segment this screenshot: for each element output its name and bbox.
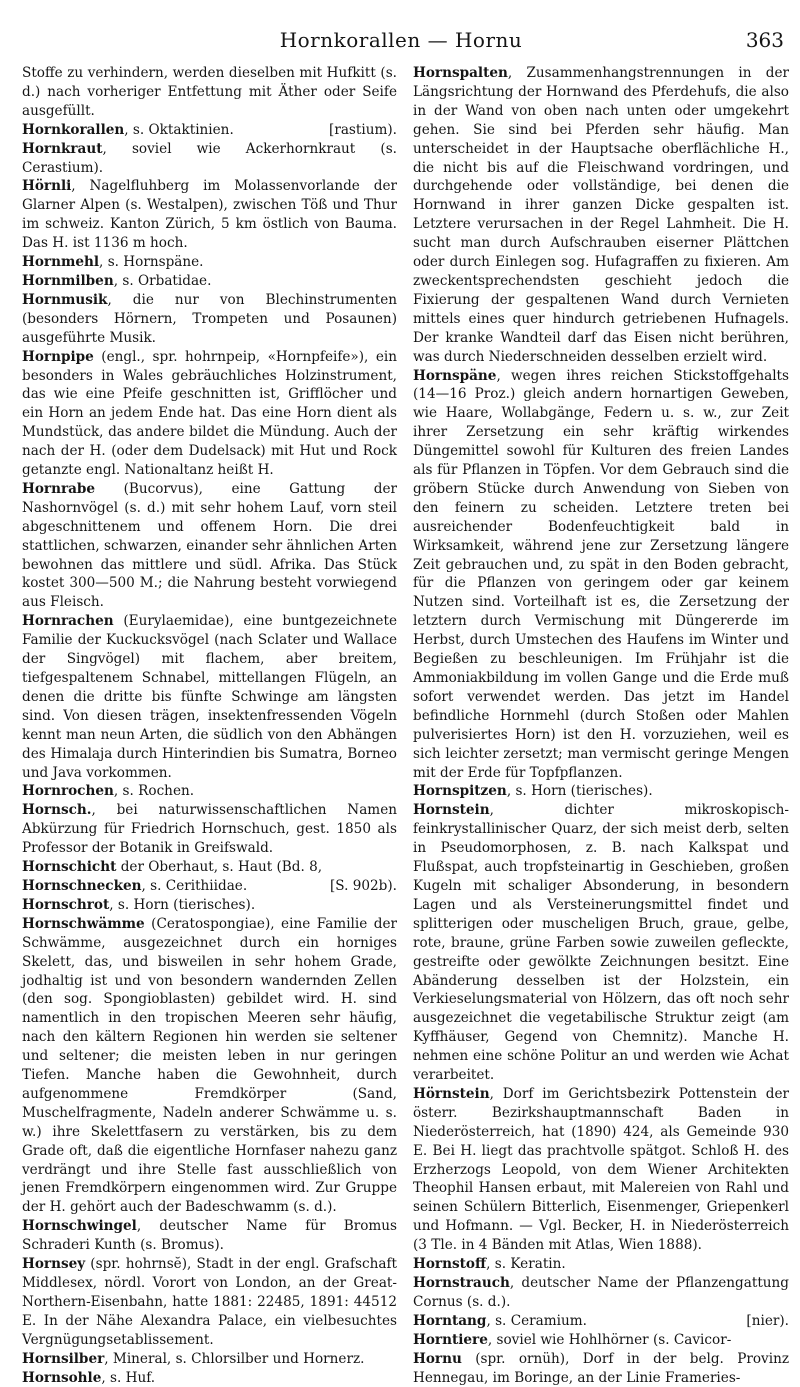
left-column	[22, 64, 397, 1386]
entry-text: , Mineral, s. Chlorsilber und Hornerz.	[104, 1350, 365, 1367]
entry-headword: Hornschicht	[22, 859, 117, 876]
entry-text: , s. Horn (tierisches).	[506, 783, 653, 800]
entry-text: , Nagelfluhberg im Molassenvorlande der Glarner Alpen (s. Westalpen), zwischen Töß und Thur im schweiz. Kanton Zürich, 5 km östlich von Bauma. Das H. ist 1136 m hoch.	[22, 178, 397, 252]
entry-text: , Zusammenhangstrennungen in der Längsrichtung der Hornwand des Pferdehufs, die also in der Wand von oben nach unten oder umgekehrt gehen. Sie sind bei Pferden sehr häufig. Man unterscheidet in der Hauptsache oberflächliche H., die nicht bis auf die Fleischwand vordringen, und durchgehende oder vollständige, bei denen die Hornwand in ihrer ganzen Dicke gespalten ist. Letztere verursachen in der Regel Lahmheit. Die H. sucht man durch Aufschrauben eiserner Plättchen oder durch Einlegen sog. Hufagraffen zu fixieren. Am zweckentsprechendsten geschieht jedoch die Fixierung der gespaltenen Wand durch Vernieten mittels eines quer hindurch getriebenen Hufnagels. Der kranke Wandteil darf das Eisen nicht berühren, was durch Niederschneiden desselben erzielt wird.	[413, 65, 789, 365]
dictionary-entry	[22, 877, 397, 896]
dictionary-entry	[413, 1255, 789, 1274]
entry-text: (spr. ornüh), Dorf in der belg. Provinz Hennegau, im Boringe, an der Linie Frameries-	[413, 1350, 789, 1386]
dictionary-entry	[22, 121, 397, 140]
entry-text: , deutscher Name der Pflanzengattung Cornus (s. d.).	[413, 1275, 789, 1310]
entry-text: (Eurylaemidae), eine buntgezeichnete Familie der Kuckucksvögel (nach Sclater und Wallace der Singvögel) mit flachem, aber breitem, tiefgespaltenem Schnabel, mittellangen Flügeln, an denen die dritte bis fünfte Schwinge am längsten sind. Von diesen trägen, insektenfressenden Vögeln kennt man neun Arten, die südlich von den Abhängen des Himalaja durch Hinterindien bis Sumatra, Borneo und Java vorkommen.	[22, 613, 397, 781]
dictionary-entry	[22, 801, 397, 858]
entry-headword: Horntang	[413, 1312, 487, 1329]
entry-text: Stoffe zu verhindern, werden dieselben mit Hufkitt (s. d.) nach vorheriger Entfettung mit Äther oder Seife ausgefüllt.	[22, 65, 397, 119]
entry-text: , s. Ceramium.	[486, 1312, 587, 1329]
entry-text: , s. Orbatidae.	[113, 272, 212, 289]
entry-text: , die nur von Blechinstrumenten (besonders Hörnern, Trompeten und Posaunen) ausgeführte Musik.	[22, 291, 397, 346]
entry-text: , Dorf im Gerichtsbezirk Pottenstein der österr. Bezirkshauptmannschaft Baden in Niederösterreich, hat (1890) 424, als Gemeinde 930 E. Bei H. liegt das prachtvolle spätgot. Schloß H. des Erzherzogs Leopold, von dem Wiener Architekten Theophil Hansen erbaut, mit Malereien von Rahl und seinen Schülern Bitterlich, Eisenmenger, Griepenkerl und Hofmann. — Vgl. Becker, H. in Niederösterreich (3 Tle. in 4 Bänden mit Atlas, Wien 1888).	[413, 1085, 789, 1254]
entry-text: (spr. hohrnsĕ), Stadt in der engl. Grafschaft Middlesex, nördl. Vorort von London, an der Great-Northern-Eisenbahn, hatte 1881: 22485, 1891: 44512 E. In der Nähe Alexandra Palace, ein vielbesuchtes Vergnügungsetablissement.	[22, 1256, 397, 1348]
dictionary-entry	[22, 348, 397, 480]
entry-headword: Hornmusik	[22, 291, 108, 308]
entry-text: , s. Keratin.	[486, 1256, 566, 1273]
entry-headword: Hornmehl	[22, 254, 100, 271]
dictionary-entry	[22, 915, 397, 1218]
dictionary-entry	[22, 64, 397, 121]
dictionary-entry	[22, 253, 397, 272]
entry-text: , s. Huf.	[101, 1369, 156, 1386]
page-number: 363	[745, 28, 784, 52]
entry-text: , s. Cerithiidae.	[141, 877, 248, 894]
dictionary-entry	[413, 782, 789, 801]
dictionary-entry	[22, 291, 397, 348]
entry-headword: Hornmilben	[22, 272, 114, 289]
entry-text: , wegen ihres reichen Stickstoffgehalts (14—16 Proz.) gleich andern hornartigen Geweben, wie Haare, Wollabgänge, Federn u. s. w., zur Zeit ihrer Zersetzung ein sehr kräftig wirkendes Düngemittel sowohl für Kulturen des freien Landes als für Pflanzen in Töpfen. Vor dem Gebrauch sind die gröbern Stücke durch Anwendung von Sieben von den feinern zu scheiden. Letztere treten bei ausreichender Bodenfeuchtigkeit bald in Wirksamkeit, während jene zur Zersetzung längere Zeit gebrauchen und, zu spät in den Boden gebracht, für die Pflanzen von geringem oder gar keinem Nutzen sind. Vorteilhaft ist es, die Zersetzung der letztern durch Vermischung mit Düngererde im Herbst, durch Umstechen des Haufens im Winter und Begießen zu beschleunigen. Im Frühjahr ist die Ammoniakbildung im vollen Gange und die Erde muß sofort verwendet werden. Das jetzt im Handel befindliche Hornmehl (durch Stoßen oder Mahlen pulverisiertes Horn) ist den H. vorzuziehen, weil es sich leichter zersetzt; man vermischt geringe Mengen mit der Erde für Topfpflanzen.	[413, 367, 789, 781]
entry-headword: Hornstoff	[413, 1256, 487, 1273]
entry-headword: Hornspitzen	[413, 783, 507, 800]
entry-text: , soviel wie Ackerhornkraut (s. Cerastium).	[22, 140, 397, 176]
entry-text: , dichter mikroskopisch-feinkrystallinischer Quarz, der sich meist derb, selten in Pseudomorphosen, z. B. nach Kalkspat und Flußspat, auch tropfsteinartig in Geschieben, großen Kugeln mit schaliger Absonderung, in besondern Lagen und als Versteinerungsmittel findet und splitterigen oder muscheligen Bruch, graue, gelbe, rote, braune, grüne Farben sowie zuweilen gefleckte, gestreifte oder gewölkte Zeichnungen besitzt. Eine Abänderung desselben ist der Holzstein, ein Verkieselungsmaterial von Hölzern, das oft noch sehr ausgezeichnet die vegetabilische Struktur zeigt (am Kyffhäuser, Gegend von Chemnitz). Manche H. nehmen eine schöne Politur an und werden wie Achat verarbeitet.	[413, 802, 789, 1084]
entry-headword: Hornrochen	[22, 783, 114, 800]
dictionary-entry	[22, 896, 397, 915]
dictionary-entry	[413, 1085, 789, 1255]
entry-headword: Hornrabe	[22, 480, 96, 497]
entry-text: , s. Rochen.	[113, 783, 195, 800]
entry-headword: Hornsey	[22, 1256, 86, 1273]
entry-continuation-tag: [nier).	[746, 1312, 789, 1329]
dictionary-entry	[22, 272, 397, 291]
entry-headword: Hornspalten	[413, 65, 508, 81]
entry-text: , bei naturwissenschaftlichen Namen Abkürzung für Friedrich Hornschuch, gest. 1850 als Professor der Botanik in Greifswald.	[22, 802, 397, 857]
entry-headword: Horntiere	[413, 1331, 488, 1348]
dictionary-entry	[22, 480, 397, 612]
dictionary-entry	[413, 1274, 789, 1312]
dictionary-entry	[413, 1312, 789, 1331]
page-header	[18, 14, 784, 60]
dictionary-entry	[22, 1217, 397, 1255]
entry-headword: Hornsohle	[22, 1369, 102, 1386]
entry-headword: Hornkorallen	[22, 121, 125, 138]
entry-text: , s. Horn (tierisches).	[109, 896, 256, 913]
dictionary-entry	[413, 1331, 789, 1350]
dictionary-entry	[22, 140, 397, 178]
entry-headword: Hornstrauch	[413, 1275, 510, 1291]
entry-text: , s. Oktaktinien.	[124, 121, 234, 138]
entry-text: , s. Hornspäne.	[99, 254, 204, 271]
entry-headword: Hornschrot	[22, 896, 110, 913]
entry-headword: Hornkraut	[22, 140, 103, 157]
dictionary-entry	[22, 858, 397, 877]
entry-text: (Ceratospongiae), eine Familie der Schwämme, ausgezeichnet durch ein horniges Skelett, das, und bisweilen in sehr hohem Grade, jodhaltig ist und von besondern wandernden Zellen (den sog. Spongioblasten) gebildet wird. H. sind namentlich in den tropischen Meeren sehr häufig, nach den kältern Regionen hin werden sie seltener und seltener; die meisten leben in nur geringen Tiefen. Manche haben die Gewohnheit, durch aufgenommene Fremdkörper (Sand, Muschelfragmente, Nadeln anderer Schwämme u. s. w.) ihre Skelettfasern zu verstärken, bis zu dem Grade oft, daß die eigentliche Hornfaser nahezu ganz verdrängt und ihre Stelle fast ausschließlich von jenen Fremdkörpern eingenommen wird. Zur Gruppe der H. gehört auch der Badeschwamm (s. d.).	[22, 915, 397, 1216]
entry-text: , soviel wie Hohlhörner (s. Cavicor-	[487, 1331, 732, 1348]
entry-headword: Hornpipe	[22, 348, 94, 365]
dictionary-entry	[22, 612, 397, 782]
dictionary-entry	[413, 801, 789, 1085]
entry-headword: Hornschwingel	[22, 1218, 137, 1235]
entry-continuation-tag: [rastium).	[329, 121, 397, 138]
entry-headword: Hörnstein	[413, 1085, 490, 1102]
entry-text: der Oberhaut, s. Haut (Bd. 8,	[116, 859, 323, 876]
entry-text: (Bucorvus), eine Gattung der Nashornvögel (s. d.) mit sehr hohem Lauf, vorn steil abgeschnittenem und offenem Horn. Die drei stattlichen, schwarzen, einander sehr ähnlichen Arten bewohnen das mittlere und südl. Afrika. Das Stück kostet 300—500 M.; die Nahrung besteht vorwiegend aus Fleisch.	[22, 480, 397, 611]
entry-text: (engl., spr. hohrnpeip, «Hornpfeife»), ein besonders in Wales gebräuchliches Holzinstrument, das wie eine Pfeife geschnitten ist, Grifflöcher und ein Horn an jedem Ende hat. Das eine Horn dient als Mundstück, das andere bildet die Mündung. Auch der nach der H. (oder dem Dudelsack) mit Hut und Rock getanzte engl. Nationaltanz heißt H.	[22, 348, 397, 479]
dictionary-entry	[413, 64, 789, 367]
dictionary-entry	[413, 1350, 789, 1387]
entry-continuation-tag: [S. 902b).	[329, 877, 397, 894]
entry-headword: Hornschnecken	[22, 877, 142, 894]
entry-headword: Hornstein	[413, 802, 490, 819]
entry-headword: Hornspäne	[413, 367, 497, 384]
entry-headword: Hörnli	[22, 178, 72, 195]
dictionary-entry	[22, 1369, 397, 1387]
dictionary-entry	[22, 1350, 397, 1369]
dictionary-entry	[22, 1255, 397, 1350]
entry-headword: Hornschwämme	[22, 915, 145, 932]
right-column	[413, 64, 789, 1386]
entry-headword: Hornu	[413, 1350, 462, 1367]
entry-headword: Hornsch.	[22, 802, 92, 819]
dictionary-entry	[22, 177, 397, 253]
entry-text: , deutscher Name für Bromus Schraderi Kunth (s. Bromus).	[22, 1218, 397, 1254]
running-title: Hornkorallen — Hornu	[279, 28, 523, 52]
dictionary-entry	[22, 782, 397, 801]
dictionary-entry	[413, 367, 789, 783]
entry-headword: Hornrachen	[22, 613, 114, 630]
entry-headword: Hornsilber	[22, 1350, 105, 1367]
